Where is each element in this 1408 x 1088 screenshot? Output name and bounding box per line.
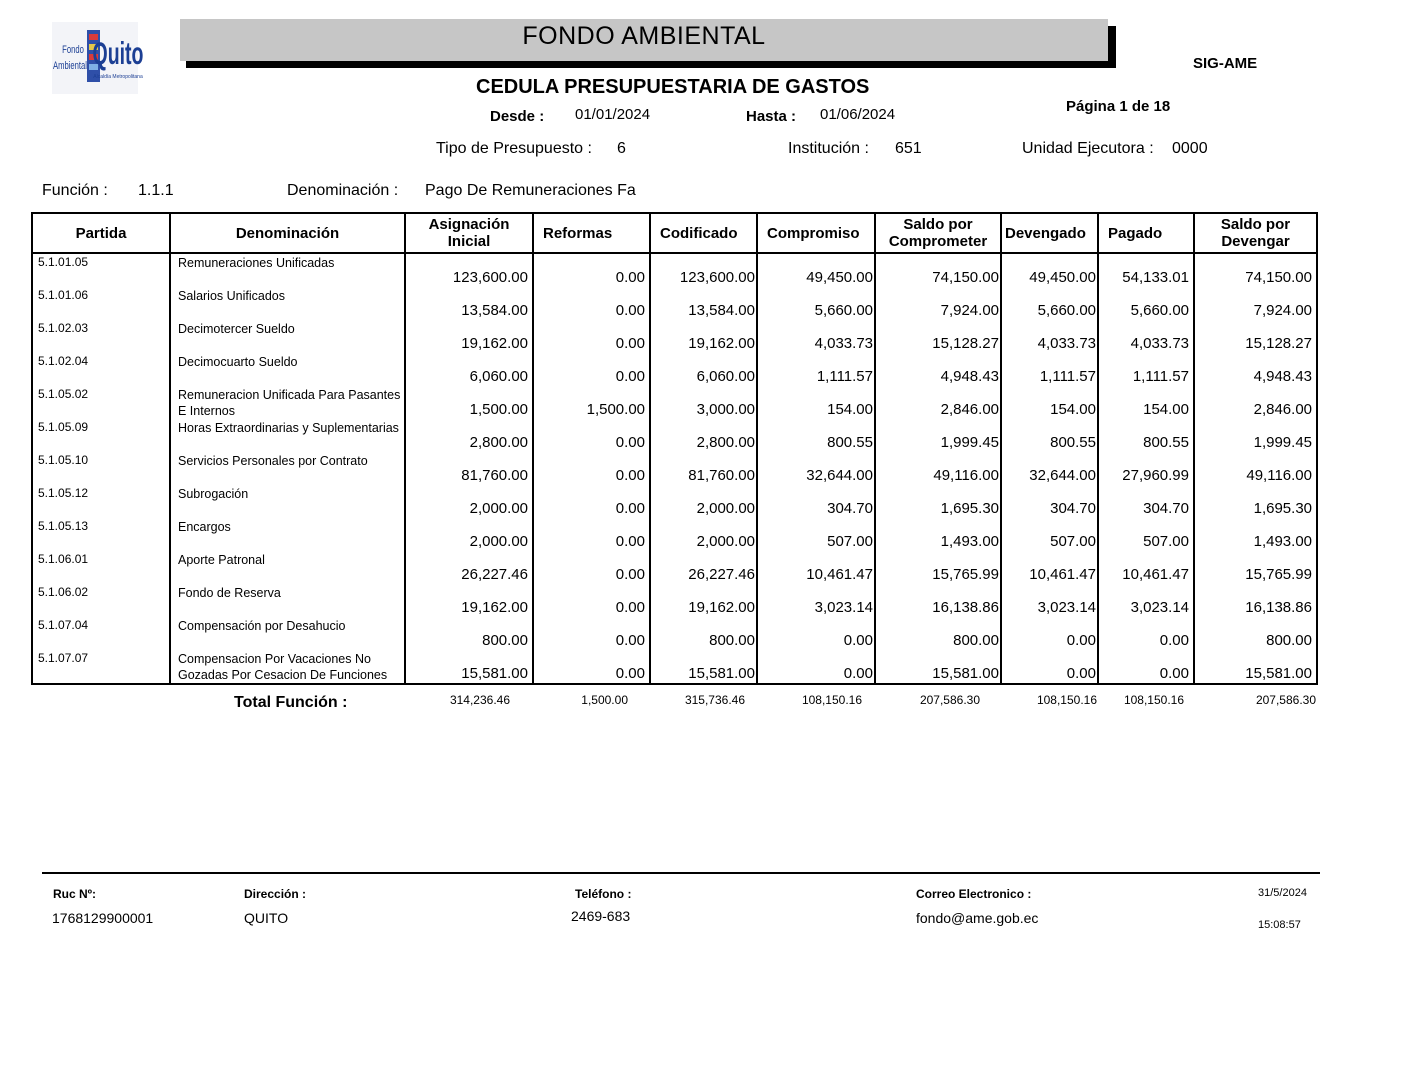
amount-cell: 1,500.00 [533, 386, 650, 419]
amount-cell: 10,461.47 [757, 551, 875, 584]
footer-divider [42, 872, 1320, 874]
table-row [32, 287, 1317, 320]
amount-cell: 26,227.46 [405, 551, 533, 584]
amount-cell: 507.00 [1098, 518, 1194, 551]
total-value: 207,586.30 [1255, 693, 1316, 707]
amount-cell: 32,644.00 [757, 452, 875, 485]
amount-cell: 74,150.00 [1194, 253, 1317, 287]
unidad-ejecutora-label: Unidad Ejecutora : [1022, 140, 1154, 157]
column-header: Pagado [1098, 213, 1194, 253]
partida-cell: 5.1.05.09 [32, 419, 170, 452]
amount-cell: 0.00 [533, 253, 650, 287]
amount-cell: 15,128.27 [1194, 320, 1317, 353]
amount-cell: 304.70 [1098, 485, 1194, 518]
amount-cell: 15,581.00 [875, 650, 1001, 684]
amount-cell: 2,000.00 [405, 518, 533, 551]
amount-cell: 507.00 [1001, 518, 1098, 551]
amount-cell: 19,162.00 [650, 320, 757, 353]
partida-cell: 5.1.07.04 [32, 617, 170, 650]
amount-cell: 0.00 [533, 485, 650, 518]
amount-cell: 49,450.00 [757, 253, 875, 287]
amount-cell: 19,162.00 [650, 584, 757, 617]
amount-cell: 5,660.00 [1001, 287, 1098, 320]
system-code: SIG-AME [1193, 55, 1258, 72]
table-row [32, 650, 1317, 684]
denominacion-cell: Compensacion Por Vacaciones No Gozadas Por Cesacion De Funciones [170, 650, 405, 684]
partida-cell: 5.1.05.12 [32, 485, 170, 518]
amount-cell: 13,584.00 [405, 287, 533, 320]
amount-cell: 0.00 [1001, 650, 1098, 684]
total-value: 315,736.46 [684, 693, 745, 707]
amount-cell: 2,846.00 [875, 386, 1001, 419]
title-banner [180, 19, 1108, 61]
amount-cell: 304.70 [1001, 485, 1098, 518]
amount-cell: 3,000.00 [650, 386, 757, 419]
table-row [32, 253, 1317, 287]
svg-text:Alcaldía Metropolitana: Alcaldía Metropolitana [93, 74, 143, 80]
column-header: Partida [32, 213, 170, 253]
amount-cell: 0.00 [533, 551, 650, 584]
amount-cell: 0.00 [533, 419, 650, 452]
ruc-value: 1768129900001 [52, 910, 154, 926]
amount-cell: 19,162.00 [405, 584, 533, 617]
funcion-value: 1.1.1 [138, 182, 174, 199]
svg-text:Fondo: Fondo [62, 43, 84, 57]
amount-cell: 800.55 [1098, 419, 1194, 452]
amount-cell: 800.00 [1194, 617, 1317, 650]
telefono-label: Teléfono : [575, 887, 632, 901]
denominacion-cell: Remuneracion Unificada Para Pasantes E Internos [170, 386, 405, 419]
budget-table [31, 212, 1318, 685]
direccion-value: QUITO [244, 910, 289, 926]
report-title: FONDO AMBIENTAL [522, 21, 766, 50]
amount-cell: 1,999.45 [875, 419, 1001, 452]
amount-cell: 32,644.00 [1001, 452, 1098, 485]
partida-cell: 5.1.01.06 [32, 287, 170, 320]
fondo-ambiental-logo [52, 22, 144, 94]
desde-label: Desde : [490, 108, 545, 125]
report-subtitle: CEDULA PRESUPUESTARIA DE GASTOS [476, 76, 870, 98]
partida-cell: 5.1.06.02 [32, 584, 170, 617]
svg-text:Ambiental: Ambiental [53, 59, 87, 73]
total-value: 108,150.16 [1123, 693, 1184, 707]
amount-cell: 15,581.00 [405, 650, 533, 684]
denominacion-cell: Decimocuarto Sueldo [170, 353, 405, 386]
amount-cell: 2,000.00 [650, 518, 757, 551]
direccion-label: Dirección : [244, 887, 307, 901]
report-time: 15:08:57 [1258, 919, 1301, 931]
amount-cell: 15,581.00 [1194, 650, 1317, 684]
table-row [32, 320, 1317, 353]
amount-cell: 0.00 [533, 452, 650, 485]
amount-cell: 1,500.00 [405, 386, 533, 419]
denominacion-cell: Decimotercer Sueldo [170, 320, 405, 353]
tipo-presupuesto-label: Tipo de Presupuesto : [436, 140, 592, 157]
total-funcion-label: Total Función : [234, 694, 348, 711]
amount-cell: 15,765.99 [1194, 551, 1317, 584]
amount-cell: 0.00 [1098, 650, 1194, 684]
amount-cell: 7,924.00 [1194, 287, 1317, 320]
institucion-value: 651 [895, 140, 922, 157]
table-row [32, 419, 1317, 452]
amount-cell: 1,493.00 [875, 518, 1001, 551]
amount-cell: 15,128.27 [875, 320, 1001, 353]
amount-cell: 1,111.57 [757, 353, 875, 386]
table-row [32, 353, 1317, 386]
amount-cell: 7,924.00 [875, 287, 1001, 320]
amount-cell: 15,765.99 [875, 551, 1001, 584]
amount-cell: 49,116.00 [875, 452, 1001, 485]
amount-cell: 800.00 [875, 617, 1001, 650]
amount-cell: 16,138.86 [1194, 584, 1317, 617]
amount-cell: 6,060.00 [405, 353, 533, 386]
table-row [32, 551, 1317, 584]
amount-cell: 154.00 [757, 386, 875, 419]
amount-cell: 74,150.00 [875, 253, 1001, 287]
amount-cell: 3,023.14 [1098, 584, 1194, 617]
amount-cell: 1,111.57 [1098, 353, 1194, 386]
amount-cell: 800.00 [650, 617, 757, 650]
denominacion-cell: Encargos [170, 518, 405, 551]
denominacion-cell: Salarios Unificados [170, 287, 405, 320]
denominacion-cell: Aporte Patronal [170, 551, 405, 584]
amount-cell: 2,000.00 [405, 485, 533, 518]
report-date: 31/5/2024 [1258, 887, 1307, 899]
amount-cell: 1,493.00 [1194, 518, 1317, 551]
denominacion-cell: Servicios Personales por Contrato [170, 452, 405, 485]
amount-cell: 304.70 [757, 485, 875, 518]
amount-cell: 1,111.57 [1001, 353, 1098, 386]
amount-cell: 0.00 [533, 650, 650, 684]
amount-cell: 0.00 [533, 287, 650, 320]
amount-cell: 81,760.00 [405, 452, 533, 485]
partida-cell: 5.1.02.03 [32, 320, 170, 353]
column-header: Saldo por Devengar [1194, 213, 1317, 253]
amount-cell: 81,760.00 [650, 452, 757, 485]
total-value: 314,236.46 [449, 693, 510, 707]
amount-cell: 3,023.14 [757, 584, 875, 617]
page-number: Página 1 de 18 [1066, 98, 1171, 115]
partida-cell: 5.1.07.07 [32, 650, 170, 684]
amount-cell: 2,846.00 [1194, 386, 1317, 419]
denominacion-cell: Remuneraciones Unificadas [170, 253, 405, 287]
column-header: Asignación Inicial [405, 213, 533, 253]
amount-cell: 49,450.00 [1001, 253, 1098, 287]
amount-cell: 2,800.00 [405, 419, 533, 452]
denominacion-cell: Horas Extraordinarias y Suplementarias [170, 419, 405, 452]
amount-cell: 54,133.01 [1098, 253, 1194, 287]
denominacion-value: Pago De Remuneraciones Fa [425, 182, 636, 199]
amount-cell: 800.55 [1001, 419, 1098, 452]
amount-cell: 2,800.00 [650, 419, 757, 452]
amount-cell: 154.00 [1098, 386, 1194, 419]
desde-value: 01/01/2024 [575, 106, 651, 123]
amount-cell: 3,023.14 [1001, 584, 1098, 617]
table-header-row [32, 213, 1317, 253]
table-row [32, 386, 1317, 419]
amount-cell: 5,660.00 [1098, 287, 1194, 320]
amount-cell: 1,999.45 [1194, 419, 1317, 452]
denominacion-cell: Fondo de Reserva [170, 584, 405, 617]
unidad-ejecutora-value: 0000 [1172, 140, 1208, 157]
amount-cell: 13,584.00 [650, 287, 757, 320]
amount-cell: 10,461.47 [1098, 551, 1194, 584]
svg-text:Quito: Quito [92, 35, 144, 72]
partida-cell: 5.1.05.02 [32, 386, 170, 419]
amount-cell: 0.00 [533, 584, 650, 617]
column-header: Saldo por Comprometer [875, 213, 1001, 253]
hasta-value: 01/06/2024 [820, 106, 896, 123]
amount-cell: 1,695.30 [1194, 485, 1317, 518]
tipo-presupuesto-value: 6 [617, 140, 626, 157]
amount-cell: 4,033.73 [1098, 320, 1194, 353]
ruc-label: Ruc Nº: [53, 887, 97, 901]
amount-cell: 4,033.73 [1001, 320, 1098, 353]
amount-cell: 6,060.00 [650, 353, 757, 386]
partida-cell: 5.1.05.10 [32, 452, 170, 485]
total-value: 207,586.30 [919, 693, 980, 707]
amount-cell: 4,033.73 [757, 320, 875, 353]
amount-cell: 15,581.00 [650, 650, 757, 684]
funcion-label: Función : [42, 182, 108, 199]
denominacion-cell: Compensación por Desahucio [170, 617, 405, 650]
amount-cell: 0.00 [757, 650, 875, 684]
column-header: Devengado [1001, 213, 1098, 253]
amount-cell: 4,948.43 [875, 353, 1001, 386]
email-label: Correo Electronico : [916, 887, 1032, 901]
denominacion-label: Denominación : [287, 182, 399, 199]
amount-cell: 19,162.00 [405, 320, 533, 353]
partida-cell: 5.1.05.13 [32, 518, 170, 551]
column-header: Reformas [533, 213, 650, 253]
amount-cell: 2,000.00 [650, 485, 757, 518]
total-value: 108,150.16 [801, 693, 862, 707]
amount-cell: 1,695.30 [875, 485, 1001, 518]
amount-cell: 49,116.00 [1194, 452, 1317, 485]
total-value: 108,150.16 [1036, 693, 1097, 707]
amount-cell: 0.00 [533, 353, 650, 386]
amount-cell: 4,948.43 [1194, 353, 1317, 386]
amount-cell: 800.55 [757, 419, 875, 452]
telefono-value: 2469-683 [571, 908, 631, 924]
amount-cell: 0.00 [1001, 617, 1098, 650]
amount-cell: 507.00 [757, 518, 875, 551]
table-row [32, 617, 1317, 650]
amount-cell: 16,138.86 [875, 584, 1001, 617]
amount-cell: 800.00 [405, 617, 533, 650]
hasta-label: Hasta : [746, 108, 797, 125]
column-header: Codificado [650, 213, 757, 253]
partida-cell: 5.1.02.04 [32, 353, 170, 386]
email-value: fondo@ame.gob.ec [916, 910, 1039, 926]
table-row [32, 485, 1317, 518]
table-row [32, 518, 1317, 551]
denominacion-cell: Subrogación [170, 485, 405, 518]
amount-cell: 10,461.47 [1001, 551, 1098, 584]
amount-cell: 0.00 [533, 518, 650, 551]
amount-cell: 123,600.00 [650, 253, 757, 287]
amount-cell: 26,227.46 [650, 551, 757, 584]
table-row [32, 584, 1317, 617]
column-header: Compromiso [757, 213, 875, 253]
partida-cell: 5.1.06.01 [32, 551, 170, 584]
institucion-label: Institución : [788, 140, 869, 157]
amount-cell: 0.00 [1098, 617, 1194, 650]
column-header: Denominación [170, 213, 405, 253]
amount-cell: 123,600.00 [405, 253, 533, 287]
amount-cell: 0.00 [757, 617, 875, 650]
amount-cell: 27,960.99 [1098, 452, 1194, 485]
amount-cell: 154.00 [1001, 386, 1098, 419]
amount-cell: 0.00 [533, 617, 650, 650]
amount-cell: 0.00 [533, 320, 650, 353]
total-value: 1,500.00 [581, 693, 628, 707]
table-row [32, 452, 1317, 485]
amount-cell: 5,660.00 [757, 287, 875, 320]
partida-cell: 5.1.01.05 [32, 253, 170, 287]
